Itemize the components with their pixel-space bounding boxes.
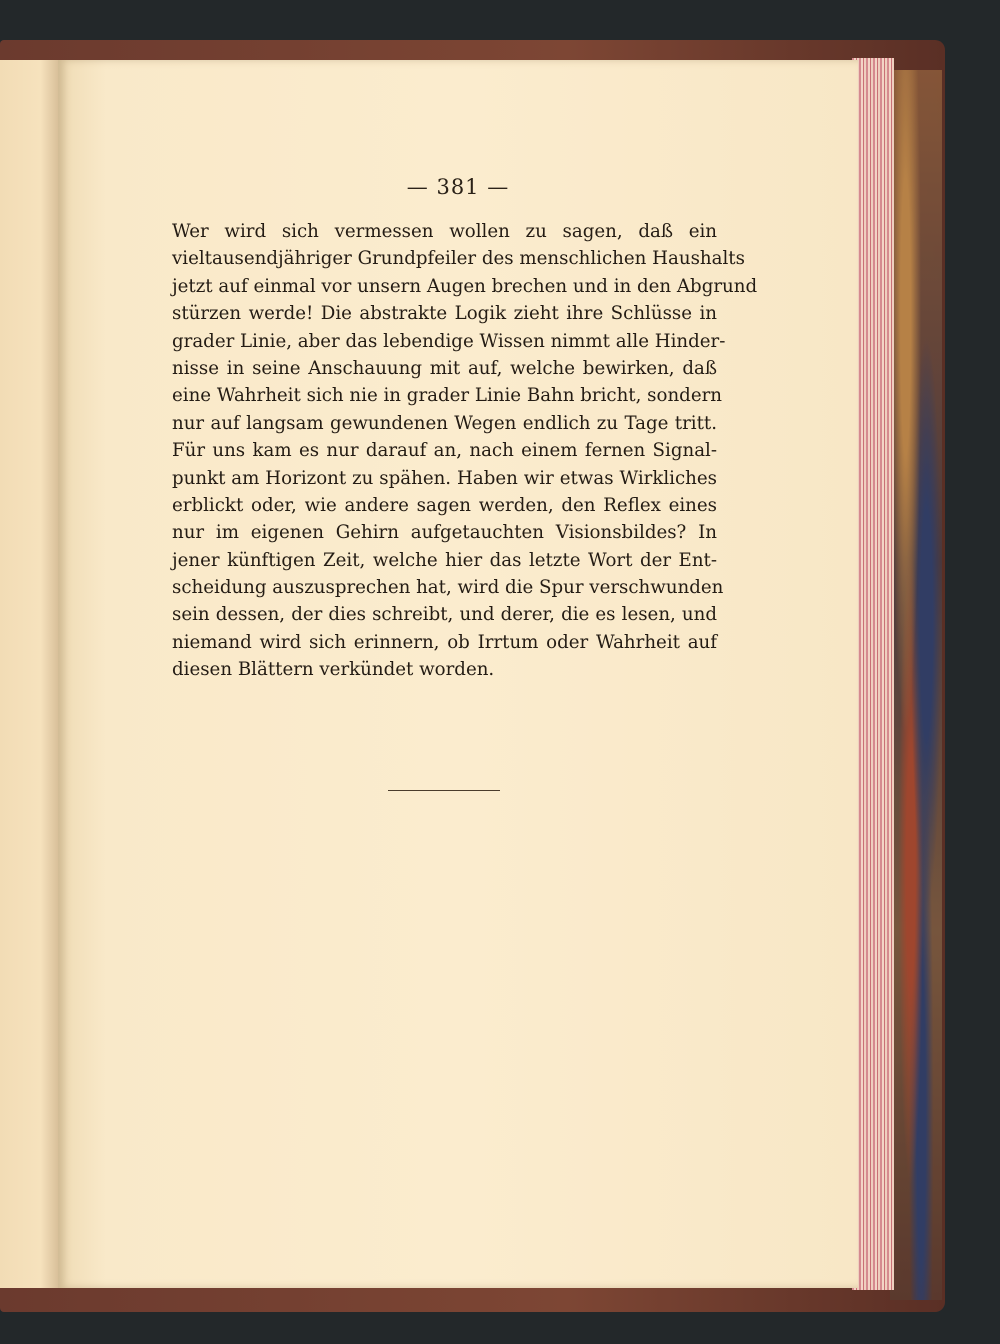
text-line: diesen Blättern verkündet worden. — [172, 659, 495, 681]
page-number: — 381 — — [406, 175, 510, 199]
body-text — [172, 218, 758, 684]
text-line: punkt am Horizont zu spähen. Haben wir etwas Wirkliches — [172, 467, 717, 489]
marbled-endpaper — [890, 70, 942, 1300]
text-line: nur im eigenen Gehirn aufgetauchten Visionsbildes? In — [172, 522, 717, 544]
text-line: eine Wahrheit sich nie in grader Linie Bahn bricht, sondern — [172, 385, 722, 407]
text-line: vieltausendjähriger Grundpfeiler des menschlichen Haushalts — [172, 248, 745, 270]
text-line: jener künftigen Zeit, welche hier das letzte Wort der Ent- — [172, 549, 717, 571]
text-line: Wer wird sich vermessen wollen zu sagen, daß ein — [172, 221, 717, 242]
text-line: niemand wird sich erinnern, ob Irrtum oder Wahrheit auf — [172, 631, 717, 653]
left-page-edge — [0, 60, 58, 1288]
text-line: nisse in seine Anschauung mit auf, welche bewirken, daß — [172, 357, 717, 379]
text-line: grader Linie, aber das lebendige Wissen nimmt alle Hinder- — [172, 330, 726, 352]
text-line: scheidung auszusprechen hat, wird die Spur verschwunden — [172, 577, 724, 599]
text-line: sein dessen, der dies schreibt, und derer, die es lesen, und — [172, 604, 717, 626]
text-line: stürzen werde! Die abstrakte Logik zieht ihre Schlüsse in — [172, 303, 717, 325]
text-line: Für uns kam es nur darauf an, nach einem fernen Signal- — [172, 440, 717, 462]
page-edges — [852, 58, 894, 1290]
text-line: nur auf langsam gewundenen Wegen endlich zu Tage tritt. — [172, 412, 717, 434]
closing-rule — [388, 790, 500, 791]
book-page — [58, 60, 858, 1288]
text-line: jetzt auf einmal vor unsern Augen brechen und in den Abgrund — [172, 275, 758, 297]
text-line: erblickt oder, wie andere sagen werden, den Reflex eines — [172, 494, 717, 516]
